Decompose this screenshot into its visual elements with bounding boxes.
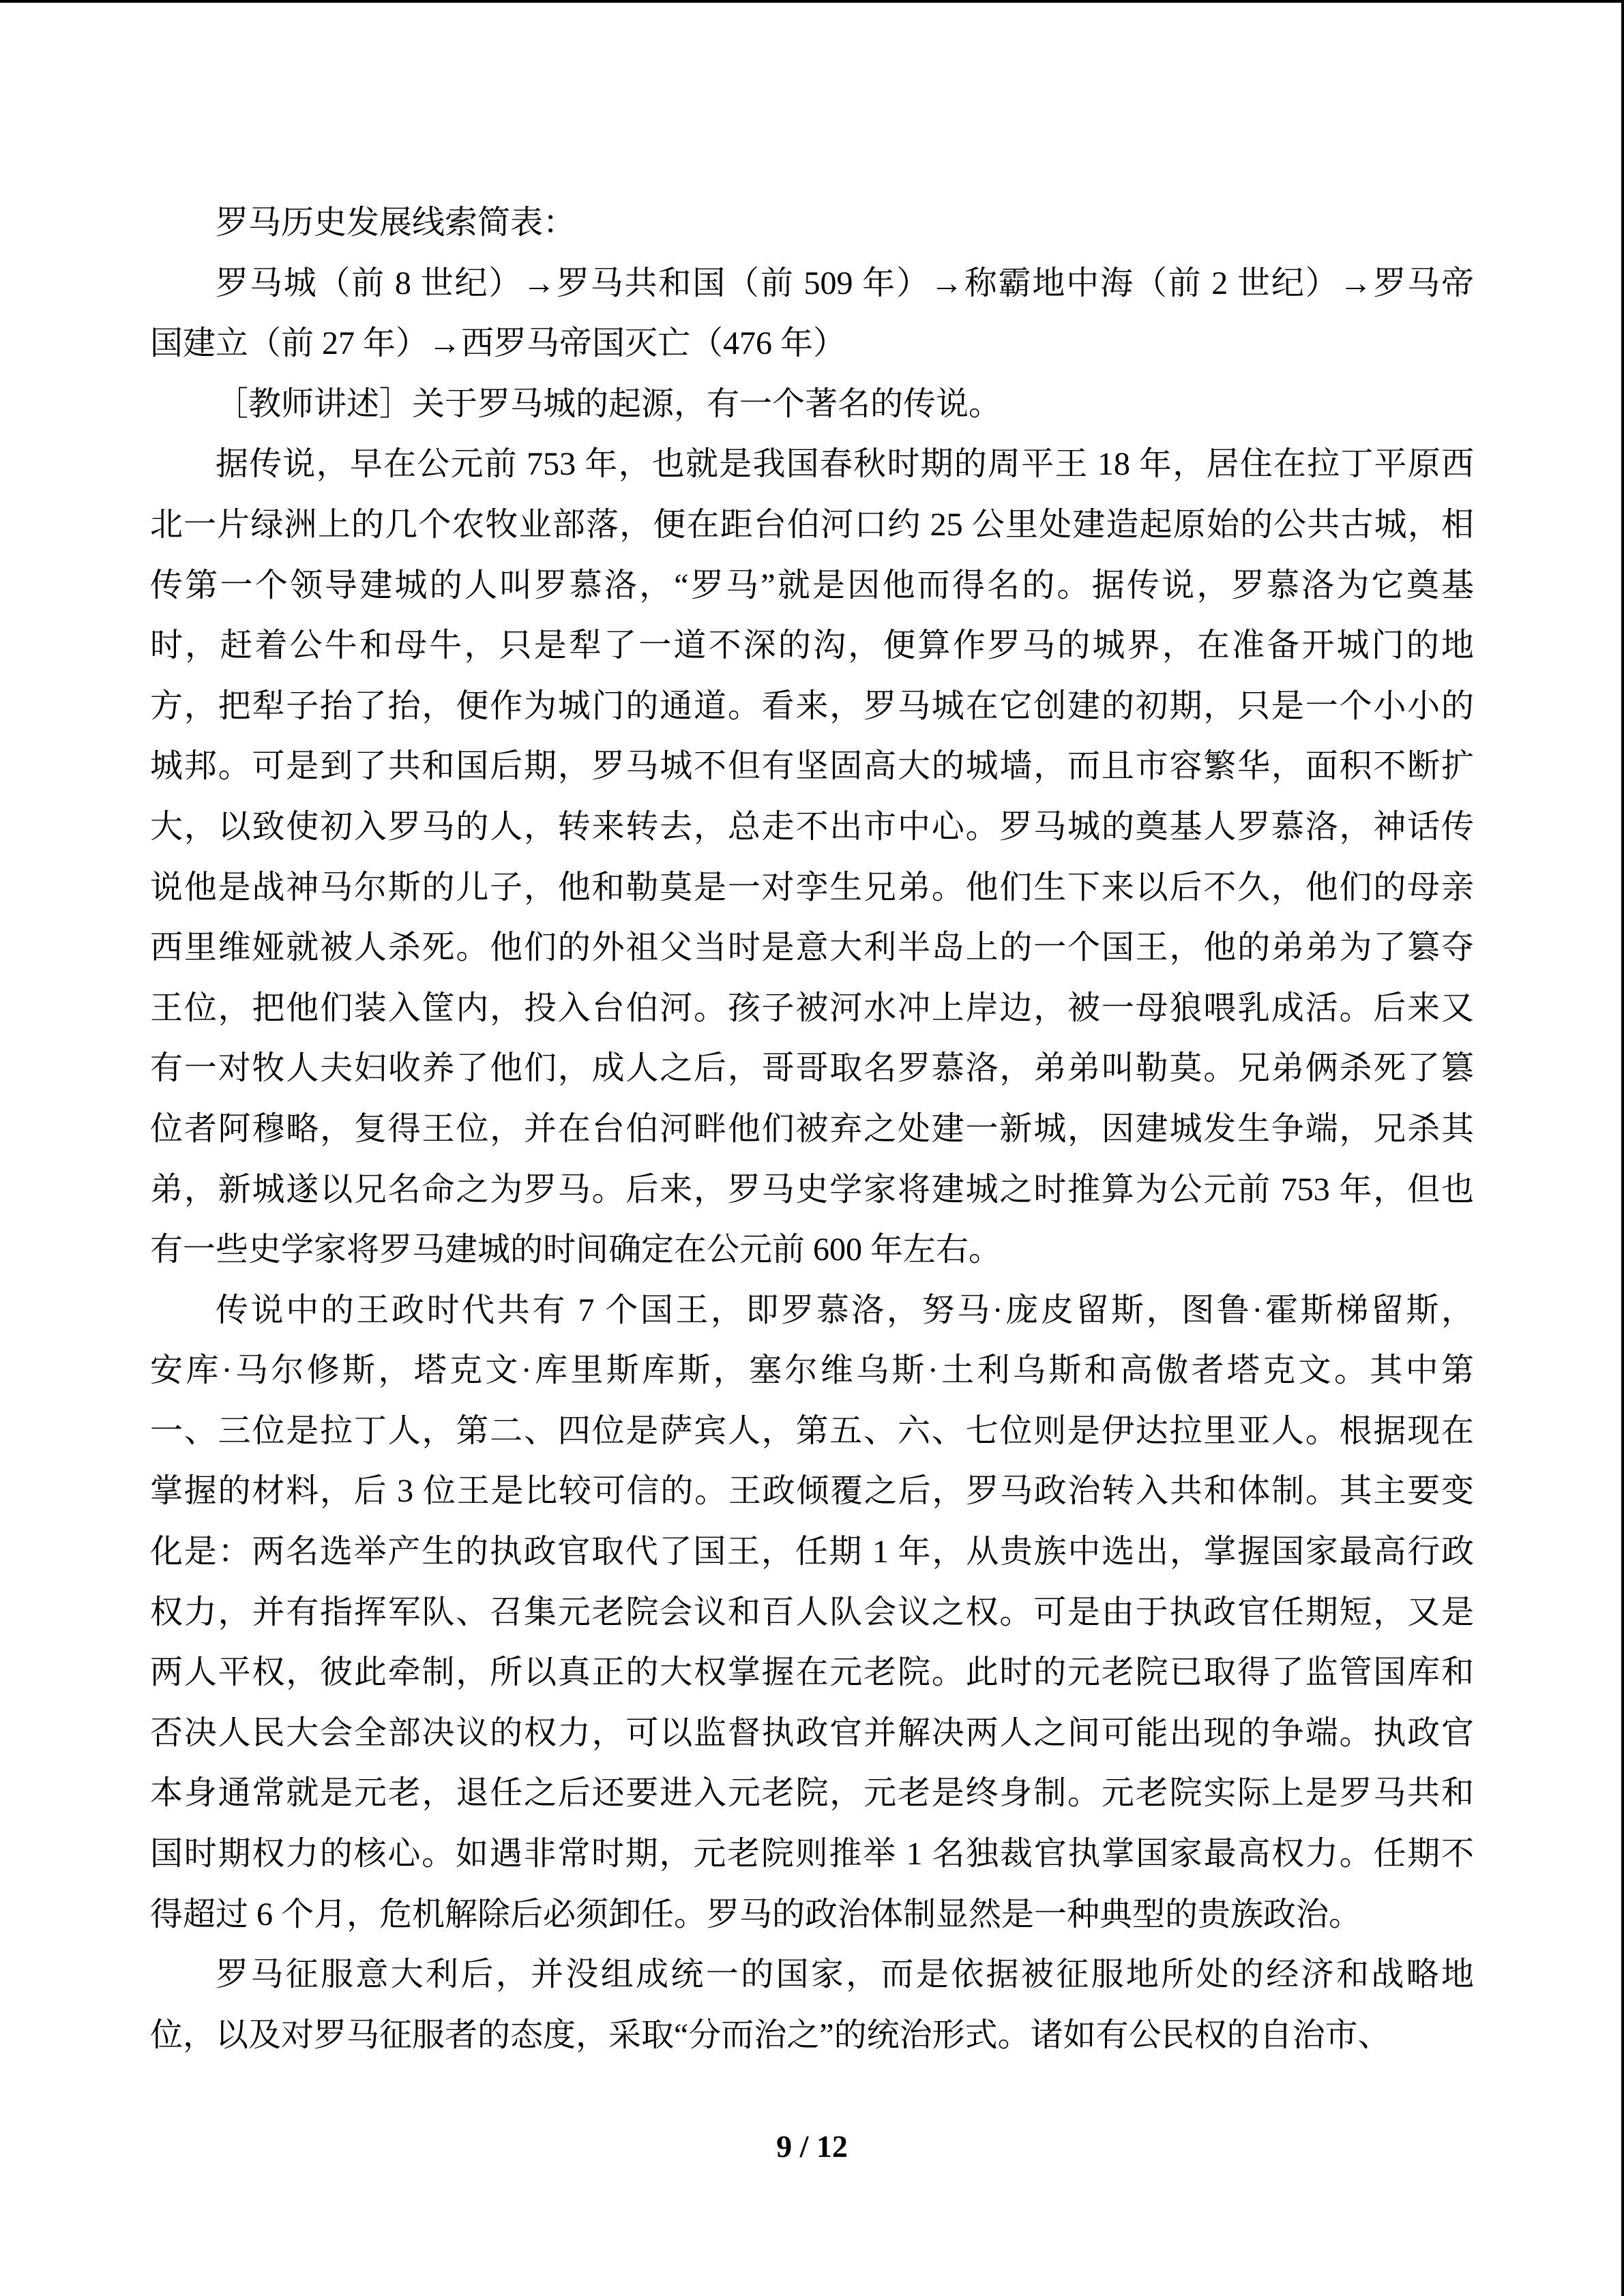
text-line: 国时期权力的核心。如遇非常时期，元老院则推举 1 名独裁官执掌国家最高权力。任期不 [150, 1836, 1474, 1873]
text-line: 城邦。可是到了共和国后期，罗马城不但有坚固高大的城墙，而且市容繁华，面积不断扩 [150, 748, 1474, 785]
text-line: 位者阿穆略，复得王位，并在台伯河畔他们被弃之处建一新城，因建城发生争端，兄杀其 [150, 1110, 1474, 1147]
text-line: 两人平权，彼此牵制，所以真正的大权掌握在元老院。此时的元老院已取得了监管国库和 [150, 1654, 1474, 1691]
document-body [150, 193, 1474, 2066]
text-line: 安库·马尔修斯，塔克文·库里斯库斯，塞尔维乌斯·土利乌斯和高傲者塔克文。其中第 [150, 1352, 1474, 1389]
text-line: ［教师讲述］关于罗马城的起源，有一个著名的传说。 [216, 385, 1002, 422]
text-line: 罗马城（前 8 世纪）→罗马共和国（前 509 年）→称霸地中海（前 2 世纪）→罗马帝 [216, 265, 1474, 301]
text-line: 弟，新城遂以兄名命之为罗马。后来，罗马史学家将建城之时推算为公元前 753 年，但也 [150, 1171, 1474, 1208]
text-line: 化是：两名选举产生的执政官取代了国王，任期 1 年，从贵族中选出，掌握国家最高行政 [150, 1534, 1474, 1570]
text-line: 王位，把他们装入筐内，投入台伯河。孩子被河水冲上岸边，被一母狼喂乳成活。后来又 [150, 989, 1474, 1026]
text-line: 有一些史学家将罗马建城的时间确定在公元前 600 年左右。 [150, 1232, 1002, 1268]
text-line: 据传说，早在公元前 753 年，也就是我国春秋时期的周平王 18 年，居住在拉丁平原西 [216, 446, 1474, 483]
text-line: 否决人民大会全部决议的权力，可以监督执政官并解决两人之间可能出现的争端。执政官 [150, 1714, 1474, 1751]
text-line: 西里维娅就被人杀死。他们的外祖父当时是意大利半岛上的一个国王，他的弟弟为了篡夺 [150, 929, 1474, 966]
text-line: 位，以及对罗马征服者的态度，采取“分而治之”的统治形式。诸如有公民权的自治市、 [150, 2016, 1391, 2053]
text-line: 罗马历史发展线索简表： [216, 205, 576, 241]
page-border-right [1621, 0, 1624, 2296]
page-number: 9 / 12 [776, 2129, 848, 2164]
page-border-top [0, 0, 1624, 3]
text-line: 罗马征服意大利后，并没组成统一的国家，而是依据被征服地所处的经济和战略地 [216, 1956, 1474, 1993]
text-line: 得超过 6 个月，危机解除后必须卸任。罗马的政治体制显然是一种典型的贵族政治。 [150, 1896, 1362, 1933]
text-line: 传第一个领导建城的人叫罗慕洛，“罗马”就是因他而得名的。据传说，罗慕洛为它奠基 [150, 567, 1474, 603]
text-line: 有一对牧人夫妇收养了他们，成人之后，哥哥取名罗慕洛，弟弟叫勒莫。兄弟俩杀死了篡 [150, 1050, 1474, 1087]
text-line: 一、三位是拉丁人，第二、四位是萨宾人，第五、六、七位则是伊达拉里亚人。根据现在 [150, 1412, 1474, 1449]
text-line: 大，以致使初入罗马的人，转来转去，总走不出市中心。罗马城的奠基人罗慕洛，神话传 [150, 808, 1474, 845]
text-line: 国建立（前 27 年）→西罗马帝国灭亡（476 年） [150, 325, 846, 362]
text-line: 时，赶着公牛和母牛，只是犁了一道不深的沟，便算作罗马的城界，在准备开城门的地 [150, 627, 1474, 664]
text-line: 本身通常就是元老，退任之后还要进入元老院，元老是终身制。元老院实际上是罗马共和 [150, 1775, 1474, 1812]
text-line: 说他是战神马尔斯的儿子，他和勒莫是一对孪生兄弟。他们生下来以后不久，他们的母亲 [150, 869, 1474, 906]
text-line: 方，把犁子抬了抬，便作为城门的通道。看来，罗马城在它创建的初期，只是一个小小的 [150, 687, 1474, 724]
text-line: 权力，并有指挥军队、召集元老院会议和百人队会议之权。可是由于执政官任期短，又是 [150, 1594, 1474, 1630]
text-line: 传说中的王政时代共有 7 个国王，即罗慕洛，努马·庞皮留斯，图鲁·霍斯梯留斯， [216, 1292, 1474, 1328]
text-line: 北一片绿洲上的几个农牧业部落，便在距台伯河口约 25 公里处建造起原始的公共古城，相 [150, 506, 1474, 543]
text-line: 掌握的材料，后 3 位王是比较可信的。王政倾覆之后，罗马政治转入共和体制。其主要变 [150, 1473, 1474, 1510]
